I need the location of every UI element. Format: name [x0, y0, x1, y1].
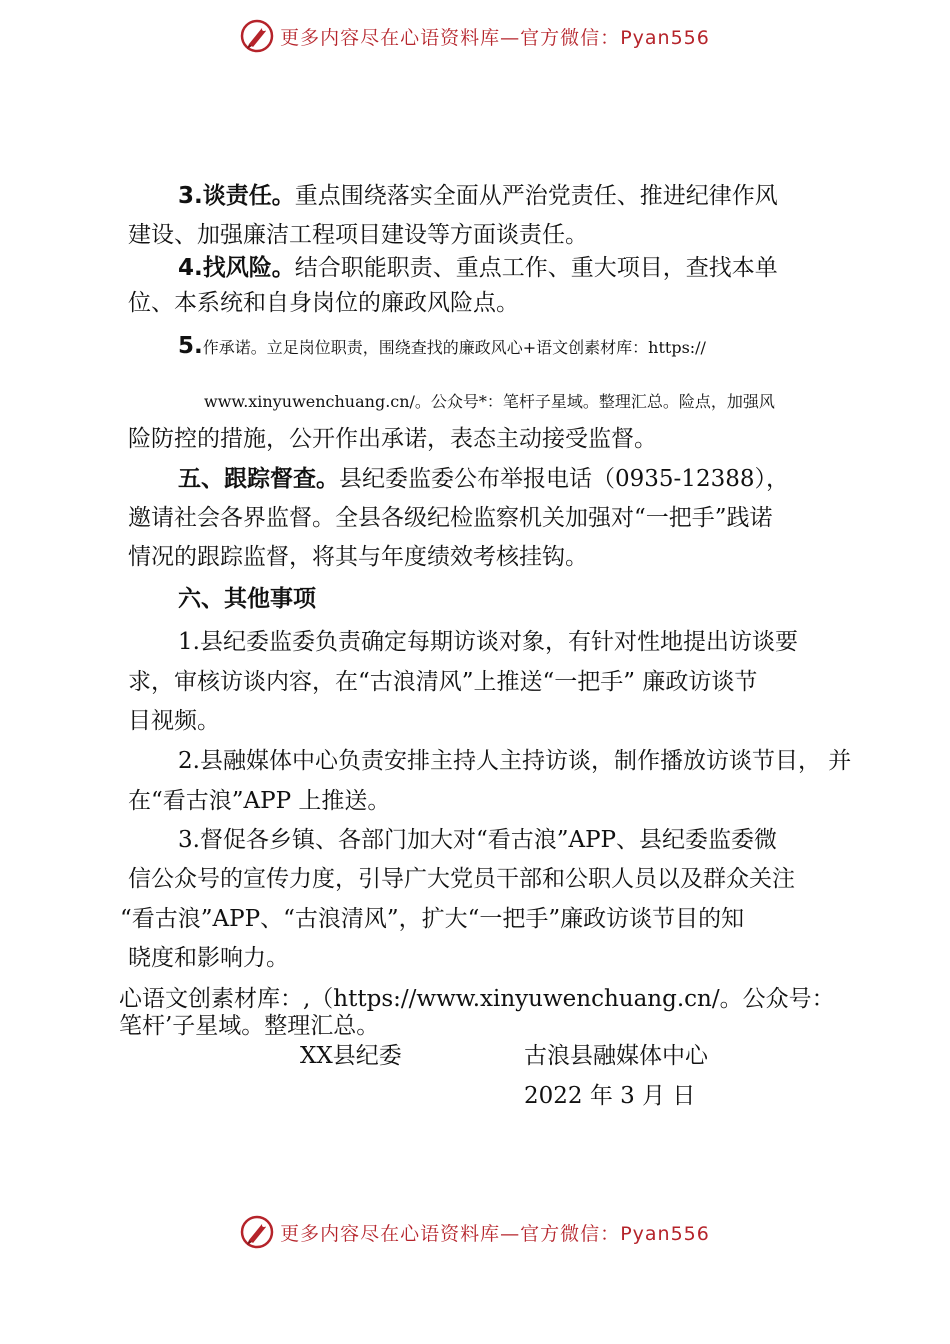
footer-watermark-banner: [0, 1212, 950, 1252]
section6-p1-line1: 1.县纪委监委负责确定每期访谈对象，有针对性地提出访谈要: [178, 629, 798, 655]
section6-p3-line2: 信公众号的宣传力度，引导广大党员干部和公职人员以及群众关注: [128, 866, 795, 892]
banner-main-text: 更多内容尽在心语资料库: [280, 26, 501, 49]
banner-wechat-label: 官方微信：: [520, 1222, 621, 1245]
item3-text1: 重点围绕落实全面从严治党责任、推进纪律作风: [294, 183, 778, 209]
item3-line1: [178, 181, 778, 211]
section6-p3-line1: 3.督促各乡镇、各部门加大对“看古浪”APP、县纪委监委微: [178, 827, 778, 853]
section5-line1: [178, 464, 789, 494]
banner-dash: —: [500, 1222, 521, 1245]
item5-line1: [178, 335, 706, 359]
banner-text: [280, 23, 710, 50]
banner-main-text: 更多内容尽在心语资料库: [280, 1222, 501, 1245]
section5-heading: 五、跟踪督查。: [178, 465, 339, 492]
banner-wechat-id: Pyan556: [620, 1222, 710, 1245]
note-line2: 笔杆’子星域。整理汇总。: [119, 1013, 380, 1039]
pen-logo-icon: [240, 19, 274, 53]
item5-label: 5.: [178, 333, 203, 359]
section6-p1-line3: 目视频。: [128, 708, 220, 734]
signature-date: 2022 年 3 月 日: [524, 1083, 696, 1109]
item5-line3: 险防控的措施，公开作出承诺，表态主动接受监督。: [128, 426, 657, 452]
note-line1: 心语文创素材库：,（https://www.xinyuwenchuang.cn/。公众号：: [119, 986, 835, 1012]
section6-heading: 六、其他事项: [178, 585, 316, 612]
section5-text1: 县纪委监委公布举报电话（0935-12388），: [339, 466, 789, 492]
banner-text: [280, 1219, 710, 1246]
section6-p2-line1: 2.县融媒体中心负责安排主持人主持访谈，制作播放访谈节目， 并: [178, 748, 852, 774]
section6-p2-line2: 在“看古浪”APP 上推送。: [128, 788, 391, 814]
item4-line2: 位、本系统和自身岗位的廉政风险点。: [128, 290, 519, 316]
banner-wechat-id: Pyan556: [620, 26, 710, 49]
banner-dash: —: [500, 26, 521, 49]
item5-line2: www.xinyuwenchuang.cn/。公众号*：笔杆子星域。整理汇总。险点，加强风: [204, 392, 775, 411]
section5-line3: 情况的跟踪监督，将其与年度绩效考核挂钩。: [128, 544, 588, 570]
signature-org1: XX县纪委: [300, 1043, 402, 1069]
section6-p1-line2: 求，审核访谈内容，在“古浪清风”上推送“一把手” 廉政访谈节: [128, 669, 758, 695]
section6-p3-line4: 晓度和影响力。: [128, 945, 289, 971]
pen-logo-icon: [240, 1215, 274, 1249]
item5-small1: 作承诺。立足岗位职责，围绕查找的廉政风心+语文创素材库：https://: [202, 338, 706, 357]
item3-label: 3.谈责任。: [178, 183, 295, 209]
section6-p3-line3: “看古浪”APP、“古浪清风”，扩大“一把手”廉政访谈节目的知: [120, 906, 745, 932]
item4-text1: 结合职能职责、重点工作、重大项目，查找本单: [294, 255, 778, 281]
header-watermark-banner: [0, 16, 950, 56]
banner-wechat-label: 官方微信：: [520, 26, 621, 49]
section5-line2: 邀请社会各界监督。全县各级纪检监察机关加强对“一把手”践诺: [128, 505, 773, 531]
item3-line2: 建设、加强廉洁工程项目建设等方面谈责任。: [128, 222, 588, 248]
item4-line1: [178, 253, 778, 283]
signature-org2: 古浪县融媒体中心: [524, 1043, 708, 1069]
item4-label: 4.找风险。: [178, 255, 295, 281]
